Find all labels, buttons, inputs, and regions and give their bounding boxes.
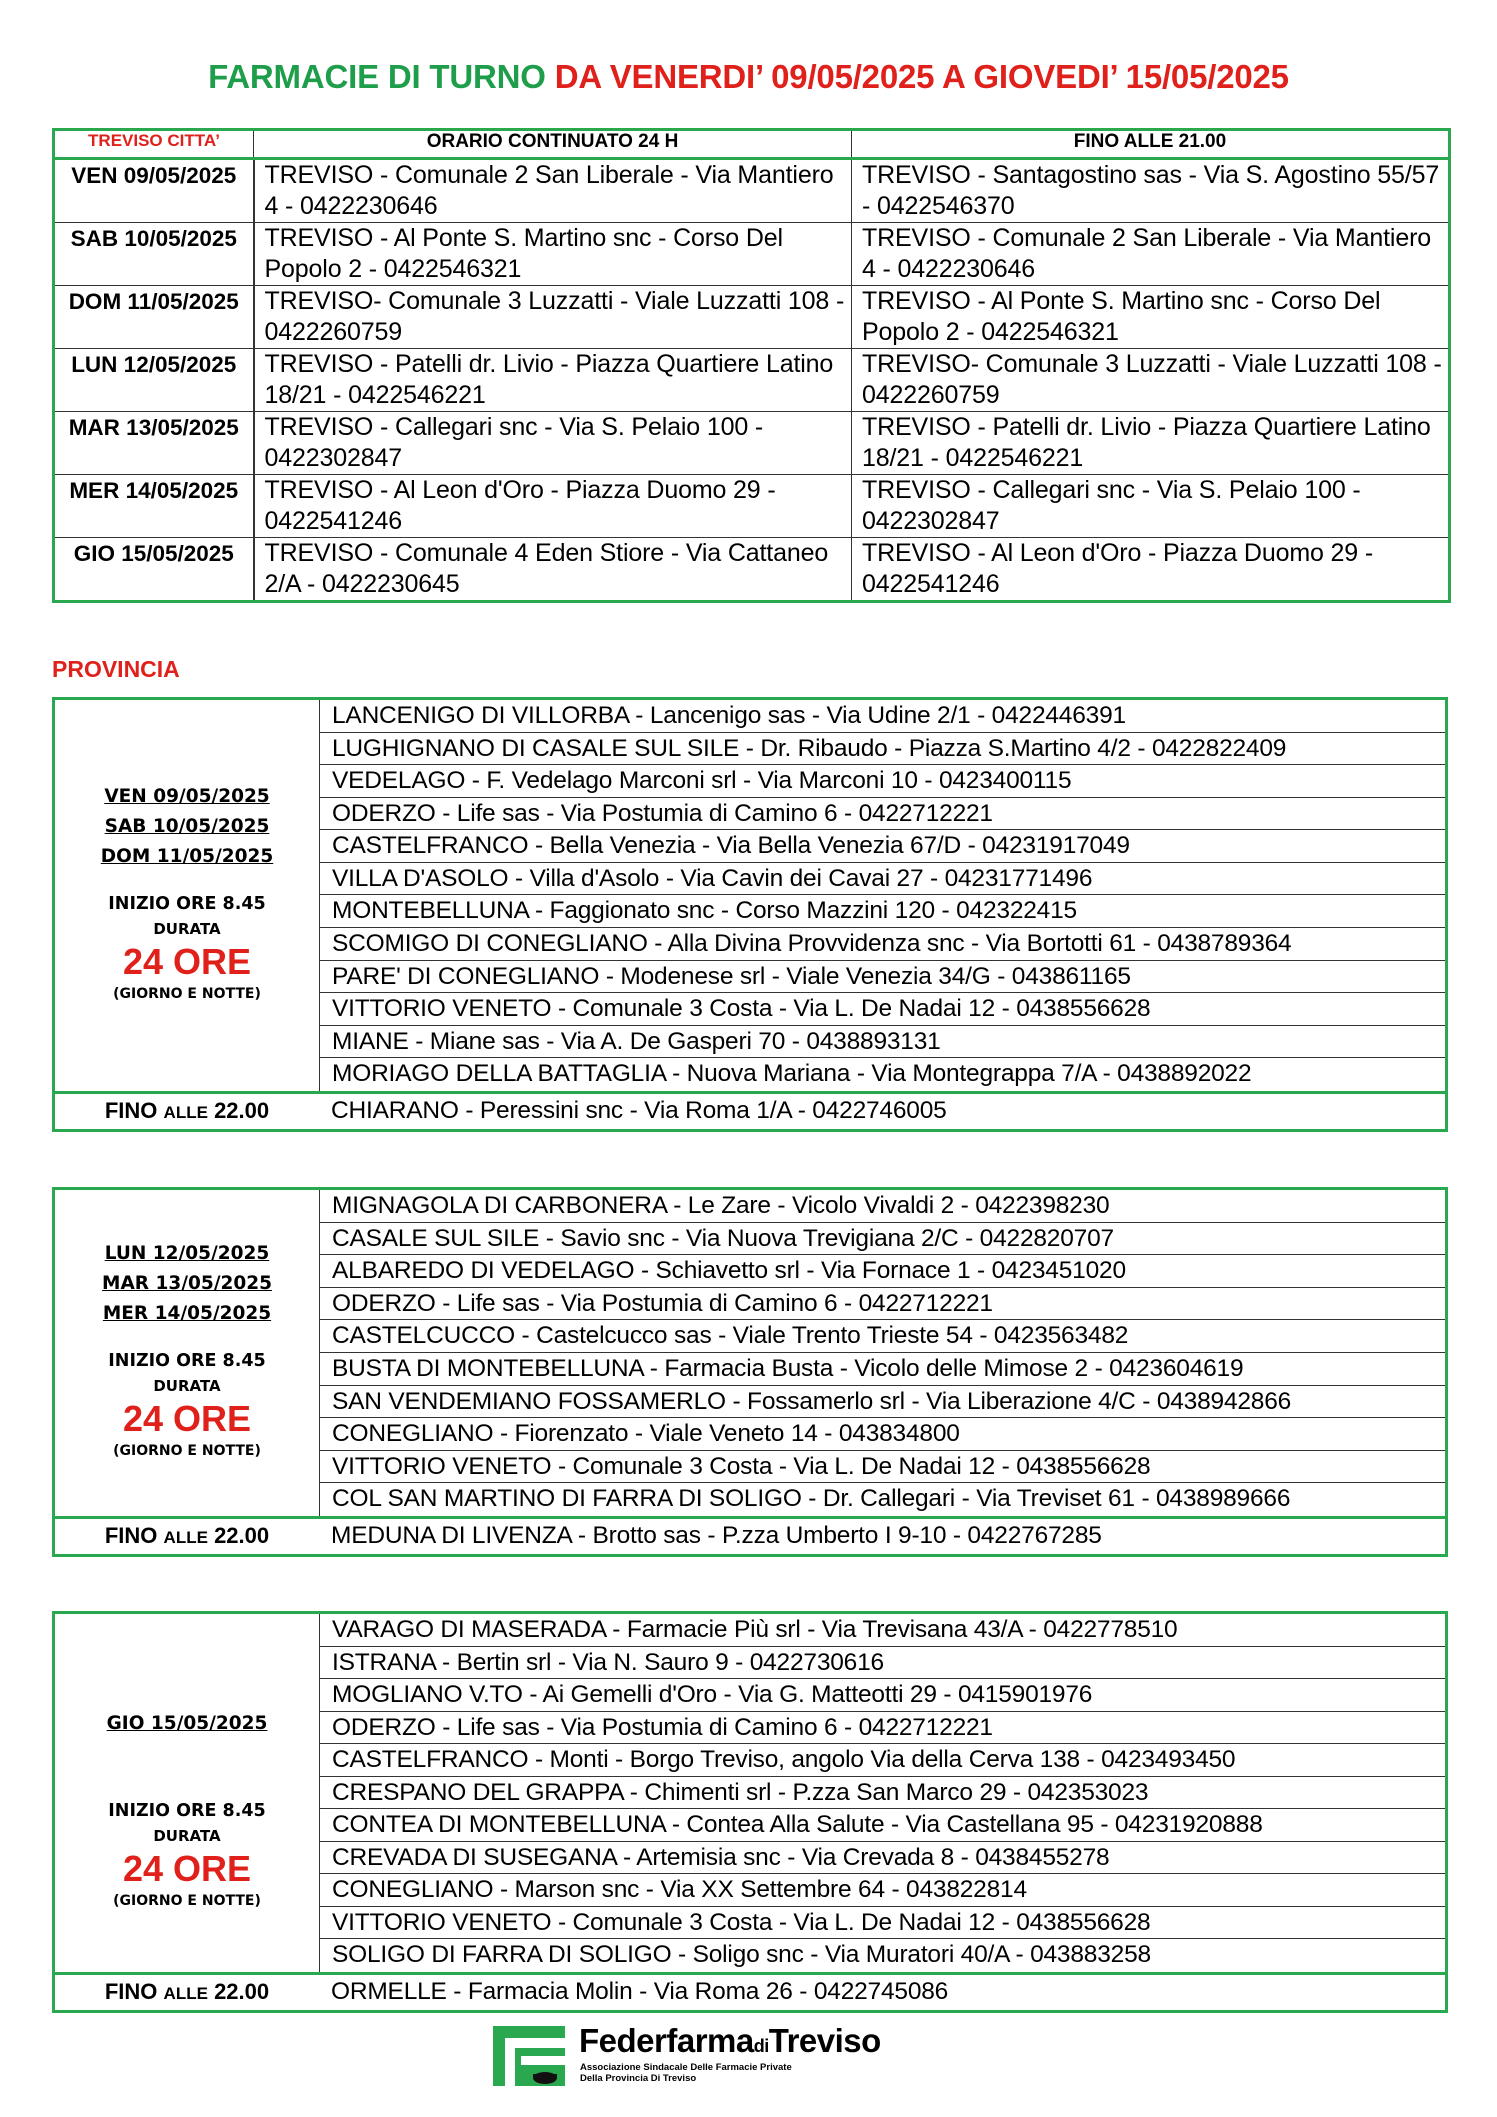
fino-pharmacy: ORMELLE - Farmacia Molin - Via Roma 26 - 0422745086 (331, 1978, 949, 2005)
logo-name-di: di (753, 2036, 769, 2056)
giorno-label: (GIORNO E NOTTE) (113, 985, 261, 1002)
list-item: SCOMIGO DI CONEGLIANO - Alla Divina Provvidenza snc - Via Bortotti 61 - 0438789364 (319, 928, 1445, 961)
pharmacy-21-cell: TREVISO - Al Ponte S. Martino snc - Corso Del Popolo 2 - 0422546321 (852, 286, 1450, 349)
pharmacy-24h-cell: TREVISO- Comunale 3 Luzzatti - Viale Luzzatti 108 - 0422260759 (254, 286, 852, 349)
date-label: MER 14/05/2025 (102, 1303, 272, 1324)
list-item: LANCENIGO DI VILLORBA - Lancenigo sas - Via Udine 2/1 - 0422446391 (319, 700, 1445, 733)
list-item: SAN VENDEMIANO FOSSAMERLO - Fossamerlo srl - Via Liberazione 4/C - 0438942866 (319, 1386, 1445, 1419)
list-item: CONEGLIANO - Marson snc - Via XX Settembre 64 - 043822814 (319, 1874, 1445, 1907)
fino-label (55, 1975, 319, 2011)
ore-label: 24 ORE (122, 940, 252, 982)
logo-sub1: Associazione Sindacale Delle Farmacie Private (580, 2062, 792, 2073)
pharmacy-24h-cell: TREVISO - Comunale 4 Eden Stiore - Via Cattaneo 2/A - 0422230645 (254, 538, 852, 602)
durata-label: DURATA (153, 1377, 221, 1395)
fino-word: FINO (104, 1098, 158, 1123)
day-cell: MER 14/05/2025 (54, 475, 254, 538)
fino-time: 22.00 (214, 1098, 270, 1123)
pharmacy-21-cell: TREVISO - Patelli dr. Livio - Piazza Quartiere Latino 18/21 - 0422546221 (852, 412, 1450, 475)
date-label: MAR 13/05/2025 (102, 1273, 272, 1294)
list-item: MOGLIANO V.TO - Ai Gemelli d'Oro - Via G. Matteotti 29 - 0415901976 (319, 1679, 1445, 1712)
pharmacy-24h-cell: TREVISO - Comunale 2 San Liberale - Via Mantiero 4 - 0422230646 (254, 159, 852, 223)
treviso-city-table (52, 128, 1451, 603)
list-item: ALBAREDO DI VEDELAGO - Schiavetto srl - Via Fornace 1 - 0423451020 (319, 1255, 1445, 1288)
fino-time: 22.00 (214, 1979, 270, 2004)
day-cell: SAB 10/05/2025 (54, 223, 254, 286)
title-red: DA VENERDI’ 09/05/2025 A GIOVEDI’ 15/05/2025 (554, 58, 1289, 95)
pharmacy-24h-cell: TREVISO - Patelli dr. Livio - Piazza Quartiere Latino 18/21 - 0422546221 (254, 349, 852, 412)
list-item: ODERZO - Life sas - Via Postumia di Camino 6 - 0422712221 (319, 1288, 1445, 1321)
pharmacy-list (319, 700, 1445, 1091)
provincia-label: PROVINCIA (52, 656, 180, 682)
pharmacy-24h-cell: TREVISO - Al Ponte S. Martino snc - Corso Del Popolo 2 - 0422546321 (254, 223, 852, 286)
list-item: CASTELFRANCO - Bella Venezia - Via Bella Venezia 67/D - 04231917049 (319, 830, 1445, 863)
table-row (54, 286, 1450, 349)
logo-subtitle (580, 2062, 792, 2084)
list-item: VITTORIO VENETO - Comunale 3 Costa - Via L. De Nadai 12 - 0438556628 (319, 1907, 1445, 1940)
logo-name (579, 2022, 881, 2060)
pharmacy-24h-cell: TREVISO - Al Leon d'Oro - Piazza Duomo 29 - 0422541246 (254, 475, 852, 538)
date-label: LUN 12/05/2025 (104, 1243, 270, 1264)
list-item: ODERZO - Life sas - Via Postumia di Camino 6 - 0422712221 (319, 1712, 1445, 1745)
list-item: MIGNAGOLA DI CARBONERA - Le Zare - Vicolo Vivaldi 2 - 0422398230 (319, 1190, 1445, 1223)
table-header-row (54, 130, 1450, 159)
list-item: MIANE - Miane sas - Via A. De Gasperi 70 - 0438893131 (319, 1026, 1445, 1059)
federfarma-logo (493, 2022, 1013, 2086)
block-info (55, 1709, 319, 1909)
pharmacy-21-cell: TREVISO - Santagostino sas - Via S. Agostino 55/57 - 0422546370 (852, 159, 1450, 223)
list-item: PARE' DI CONEGLIANO - Modenese srl - Viale Venezia 34/G - 043861165 (319, 961, 1445, 994)
pharmacy-21-cell: TREVISO - Callegari snc - Via S. Pelaio 100 - 0422302847 (852, 475, 1450, 538)
fino-row (55, 1516, 1445, 1554)
ore-label: 24 ORE (122, 1398, 252, 1439)
table-row (54, 159, 1450, 223)
inizio-label: INIZIO ORE 8.45 (108, 893, 266, 914)
table-row (54, 223, 1450, 286)
block-info (55, 782, 319, 1002)
pharmacy-list (319, 1190, 1445, 1516)
fino-row (55, 1972, 1445, 2010)
inizio-label: INIZIO ORE 8.45 (108, 1351, 266, 1371)
pharmacy-21-cell: TREVISO - Comunale 2 San Liberale - Via Mantiero 4 - 0422230646 (852, 223, 1450, 286)
province-block-3 (52, 1611, 1448, 2013)
table-row (54, 538, 1450, 602)
list-item: ODERZO - Life sas - Via Postumia di Camino 6 - 0422712221 (319, 798, 1445, 831)
header-24h: ORARIO CONTINUATO 24 H (254, 130, 852, 159)
fino-word: FINO (104, 1979, 158, 2004)
date-list (55, 1239, 319, 1329)
list-item: MONTEBELLUNA - Faggionato snc - Corso Mazzini 120 - 042322415 (319, 895, 1445, 928)
giorno-label: (GIORNO E NOTTE) (113, 1893, 261, 1909)
list-item: CRESPANO DEL GRAPPA - Chimenti srl - P.zza San Marco 29 - 042353023 (319, 1777, 1445, 1810)
durata-label: DURATA (153, 919, 221, 938)
header-treviso-citta: TREVISO CITTA’ (54, 130, 254, 159)
day-cell: MAR 13/05/2025 (54, 412, 254, 475)
fino-pharmacy: MEDUNA DI LIVENZA - Brotto sas - P.zza Umberto I 9-10 - 0422767285 (331, 1522, 1102, 1549)
fino-time: 22.00 (214, 1523, 270, 1548)
fino-alle: ALLE (163, 1528, 208, 1547)
list-item: MORIAGO DELLA BATTAGLIA - Nuova Mariana - Via Montegrappa 7/A - 0438892022 (319, 1058, 1445, 1091)
fino-word: FINO (104, 1523, 158, 1548)
list-item: LUGHIGNANO DI CASALE SUL SILE - Dr. Ribaudo - Piazza S.Martino 4/2 - 0422822409 (319, 733, 1445, 766)
fino-label (55, 1519, 319, 1555)
federfarma-mark-icon (493, 2026, 565, 2086)
ore-label: 24 ORE (122, 1848, 252, 1889)
province-block-2 (52, 1187, 1448, 1557)
day-cell: DOM 11/05/2025 (54, 286, 254, 349)
date-label: SAB 10/05/2025 (104, 815, 270, 837)
list-item: CASTELCUCCO - Castelcucco sas - Viale Trento Trieste 54 - 0423563482 (319, 1320, 1445, 1353)
date-label: GIO 15/05/2025 (106, 1713, 268, 1734)
list-item: VILLA D'ASOLO - Villa d'Asolo - Via Cavin dei Cavai 27 - 04231771496 (319, 863, 1445, 896)
list-item: CASTELFRANCO - Monti - Borgo Treviso, angolo Via della Cerva 138 - 0423493450 (319, 1744, 1445, 1777)
inizio-label: INIZIO ORE 8.45 (108, 1801, 266, 1821)
list-item: VEDELAGO - F. Vedelago Marconi srl - Via Marconi 10 - 0423400115 (319, 765, 1445, 798)
header-21: FINO ALLE 21.00 (852, 130, 1450, 159)
logo-name-b: Treviso (768, 2022, 881, 2059)
fino-alle: ALLE (163, 1984, 208, 2003)
title-green: FARMACIE DI TURNO (208, 58, 555, 95)
fino-alle: ALLE (163, 1103, 208, 1122)
list-item: ISTRANA - Bertin srl - Via N. Sauro 9 - 0422730616 (319, 1647, 1445, 1680)
date-list (55, 1709, 319, 1739)
page-title (0, 58, 1497, 96)
list-item: VARAGO DI MASERADA - Farmacie Più srl - Via Trevisana 43/A - 0422778510 (319, 1614, 1445, 1647)
table-row (54, 349, 1450, 412)
date-label: DOM 11/05/2025 (100, 845, 274, 867)
day-cell: GIO 15/05/2025 (54, 538, 254, 602)
giorno-label: (GIORNO E NOTTE) (113, 1443, 261, 1459)
table-row (54, 412, 1450, 475)
pharmacy-21-cell: TREVISO - Al Leon d'Oro - Piazza Duomo 29 - 0422541246 (852, 538, 1450, 602)
list-item: CREVADA DI SUSEGANA - Artemisia snc - Via Crevada 8 - 0438455278 (319, 1842, 1445, 1875)
day-cell: VEN 09/05/2025 (54, 159, 254, 223)
pharmacy-list (319, 1614, 1445, 1972)
date-label: VEN 09/05/2025 (104, 785, 270, 807)
pharmacy-24h-cell: TREVISO - Callegari snc - Via S. Pelaio 100 - 0422302847 (254, 412, 852, 475)
fino-label (55, 1094, 319, 1130)
durata-label: DURATA (153, 1827, 221, 1845)
logo-sub2: Della Provincia Di Treviso (580, 2073, 697, 2084)
list-item: COL SAN MARTINO DI FARRA DI SOLIGO - Dr. Callegari - Via Treviset 61 - 0438989666 (319, 1483, 1445, 1516)
logo-name-a: Federfarma (579, 2022, 754, 2059)
list-item: VITTORIO VENETO - Comunale 3 Costa - Via L. De Nadai 12 - 0438556628 (319, 993, 1445, 1026)
list-item: CONTEA DI MONTEBELLUNA - Contea Alla Salute - Via Castellana 95 - 04231920888 (319, 1809, 1445, 1842)
block-info (55, 1239, 319, 1459)
list-item: CASALE SUL SILE - Savio snc - Via Nuova Trevigiana 2/C - 0422820707 (319, 1223, 1445, 1256)
pharmacy-21-cell: TREVISO- Comunale 3 Luzzatti - Viale Luzzatti 108 - 0422260759 (852, 349, 1450, 412)
province-block-1 (52, 697, 1448, 1132)
day-cell: LUN 12/05/2025 (54, 349, 254, 412)
list-item: VITTORIO VENETO - Comunale 3 Costa - Via L. De Nadai 12 - 0438556628 (319, 1451, 1445, 1484)
date-list (55, 782, 319, 872)
fino-row (55, 1091, 1445, 1129)
list-item: CONEGLIANO - Fiorenzato - Viale Veneto 14 - 043834800 (319, 1418, 1445, 1451)
fino-pharmacy: CHIARANO - Peressini snc - Via Roma 1/A - 0422746005 (331, 1097, 947, 1124)
list-item: SOLIGO DI FARRA DI SOLIGO - Soligo snc - Via Muratori 40/A - 043883258 (319, 1939, 1445, 1972)
table-row (54, 475, 1450, 538)
list-item: BUSTA DI MONTEBELLUNA - Farmacia Busta - Vicolo delle Mimose 2 - 0423604619 (319, 1353, 1445, 1386)
